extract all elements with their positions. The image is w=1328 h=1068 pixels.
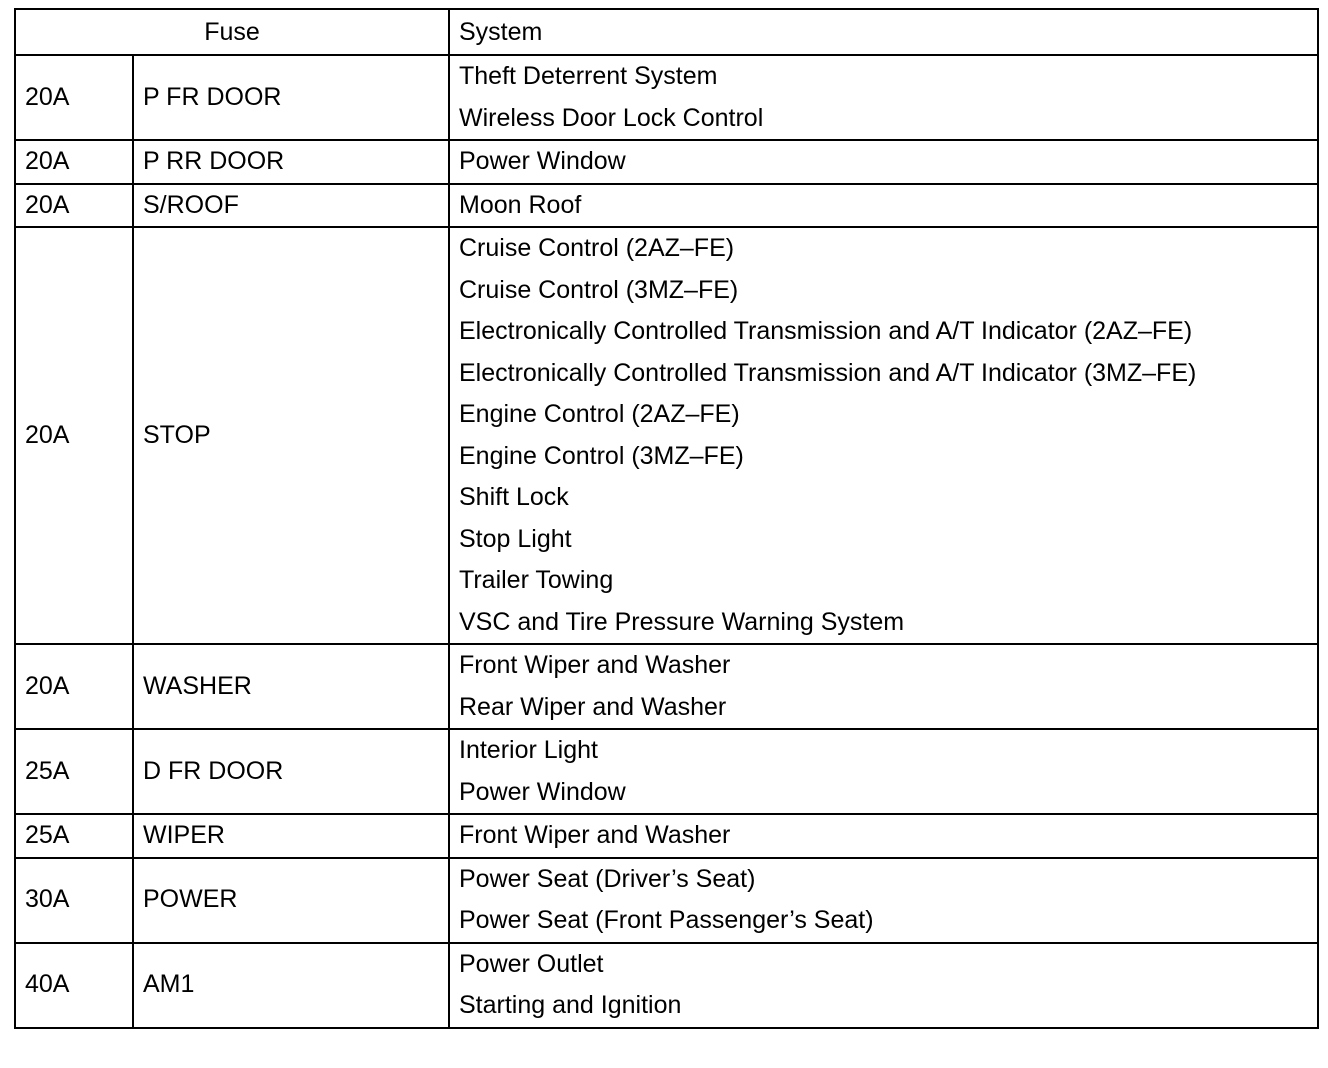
fuse-name: D FR DOOR [133,729,449,814]
system-item: VSC and Tire Pressure Warning System [459,607,905,636]
system-item: Rear Wiper and Washer [459,692,727,721]
system-item: Electronically Controlled Transmission and A/T Indicator (2AZ–FE) [459,317,1193,345]
fuse-name: AM1 [133,943,449,1028]
system-item: Front Wiper and Washer [459,651,731,679]
system-list [449,644,1318,729]
system-item: Front Wiper and Washer [459,821,731,849]
fuse-name: POWER [133,858,449,943]
system-item: Power Seat (Driver’s Seat) [459,864,756,893]
fuse-amperage: 25A [15,814,133,858]
system-item: Shift Lock [459,483,569,511]
table-row [15,184,1318,228]
system-item: Wireless Door Lock Control [459,103,764,132]
fuse-amperage: 20A [15,140,133,184]
system-item: Cruise Control (2AZ–FE) [459,234,735,262]
system-list [449,140,1318,184]
fuse-amperage: 40A [15,943,133,1028]
system-list [449,943,1318,1028]
system-list [449,729,1318,814]
fuse-name: WIPER [133,814,449,858]
system-column-header: System [449,9,1318,55]
system-item: Moon Roof [459,190,582,219]
fuse-table-body [15,55,1318,1028]
system-item: Trailer Towing [459,566,614,594]
table-row [15,729,1318,814]
table-row [15,858,1318,943]
fuse-amperage: 30A [15,858,133,943]
table-row [15,227,1318,644]
system-item: Electronically Controlled Transmission and A/T Indicator (3MZ–FE) [459,358,1197,387]
table-row [15,140,1318,184]
system-list [449,55,1318,140]
header-row [15,9,1318,55]
fuse-column-header: Fuse [15,9,449,55]
system-item: Engine Control (2AZ–FE) [459,400,740,428]
fuse-name: STOP [133,227,449,644]
system-list [449,227,1318,644]
system-list [449,858,1318,943]
fuse-table [14,8,1319,1029]
system-list [449,184,1318,228]
table-row [15,943,1318,1028]
fuse-name: P FR DOOR [133,55,449,140]
system-list [449,814,1318,858]
table-row [15,55,1318,140]
fuse-amperage: 25A [15,729,133,814]
system-item: Power Window [459,147,626,175]
system-item: Stop Light [459,524,572,553]
table-row [15,814,1318,858]
system-item: Interior Light [459,736,598,764]
system-item: Engine Control (3MZ–FE) [459,441,744,470]
fuse-amperage: 20A [15,644,133,729]
fuse-name: WASHER [133,644,449,729]
fuse-name: S/ROOF [133,184,449,228]
system-item: Power Window [459,777,626,806]
system-item: Theft Deterrent System [459,62,718,90]
fuse-name: P RR DOOR [133,140,449,184]
system-item: Starting and Ignition [459,991,682,1019]
fuse-amperage: 20A [15,55,133,140]
system-item: Power Outlet [459,949,604,978]
table-row [15,644,1318,729]
fuse-amperage: 20A [15,184,133,228]
system-item: Cruise Control (3MZ–FE) [459,275,739,304]
system-item: Power Seat (Front Passenger’s Seat) [459,906,874,934]
fuse-amperage: 20A [15,227,133,644]
